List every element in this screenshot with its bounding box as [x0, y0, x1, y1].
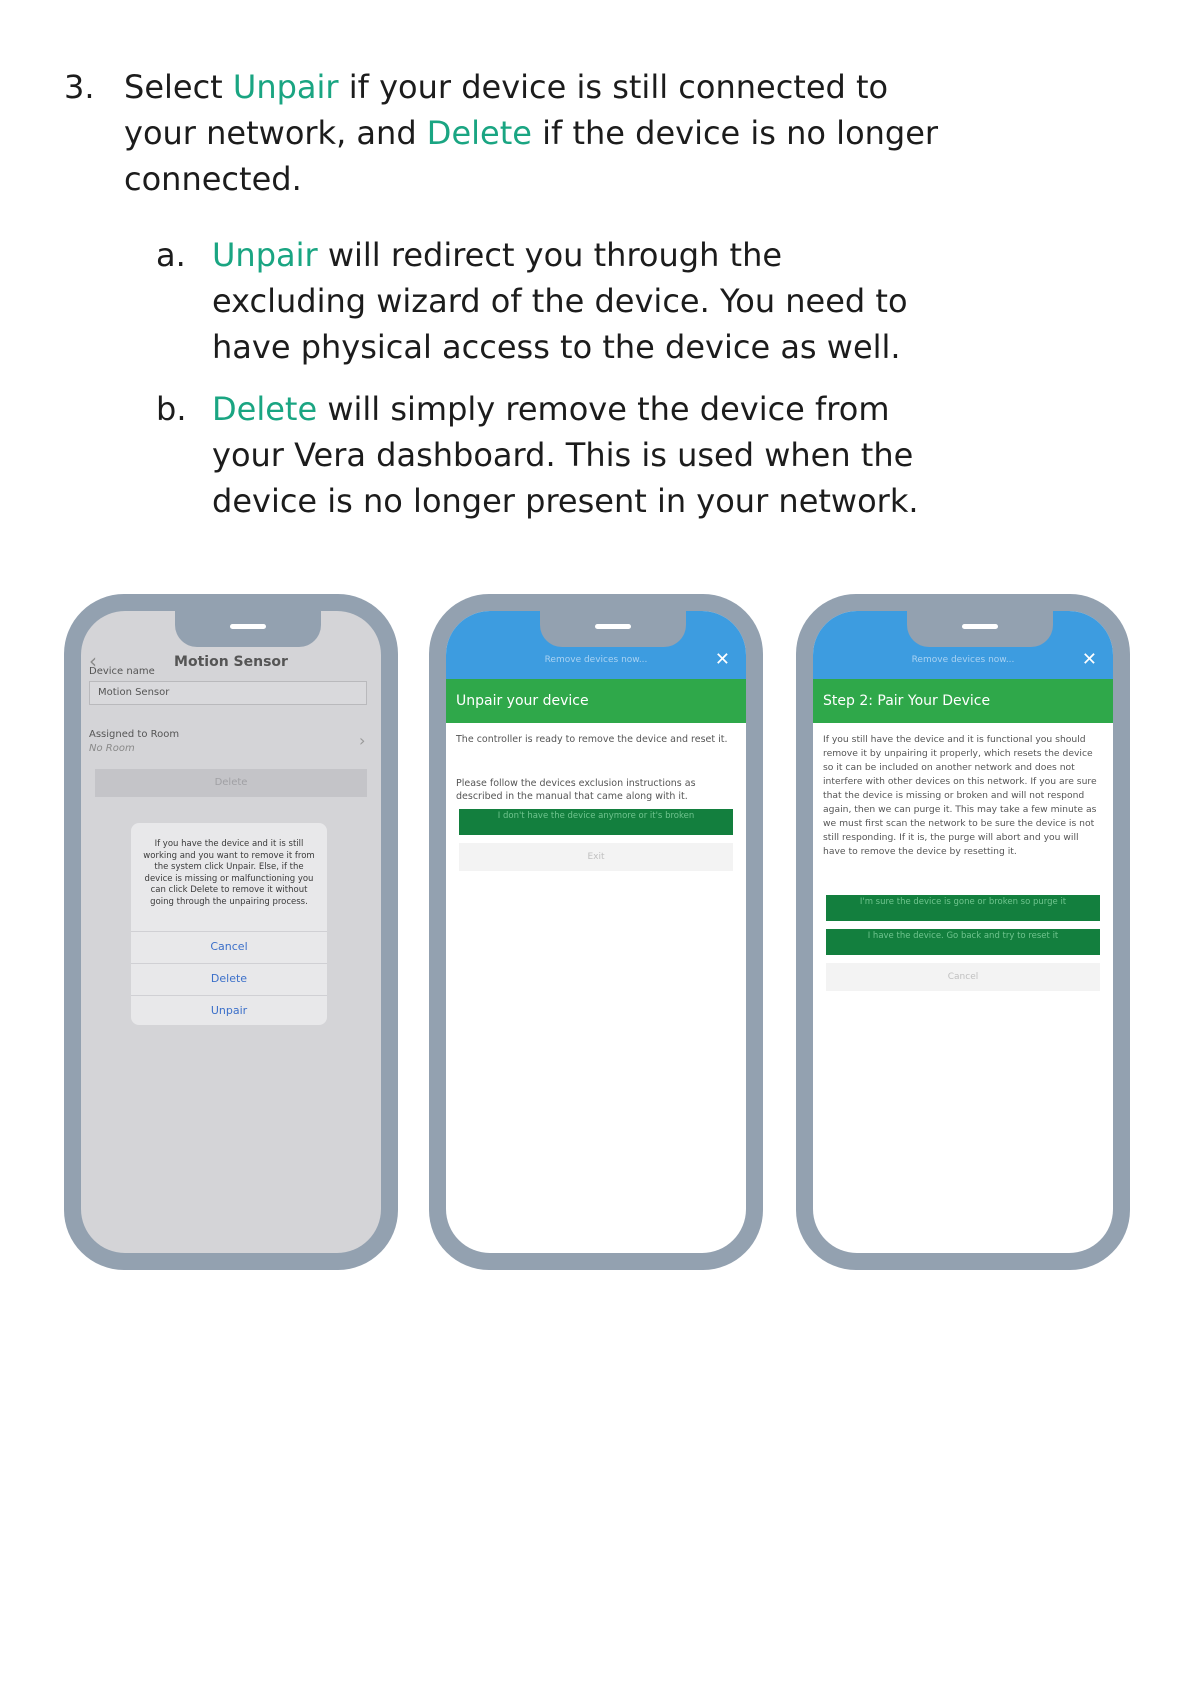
- sub-step-letter: b.: [156, 390, 187, 428]
- phone-mockup-unpair: [429, 594, 763, 1270]
- phone-screen: [813, 611, 1113, 1253]
- device-name-label: Device name: [89, 666, 155, 677]
- phone-notch: [175, 611, 321, 647]
- phone-screen: [446, 611, 746, 1253]
- device-gone-button[interactable]: I don't have the device anymore or it's broken: [459, 809, 733, 835]
- sub-step-body: will redirect you through the excluding wizard of the device. You need to have physical access to the device as well.: [212, 236, 908, 366]
- step-title-bar: [446, 679, 746, 723]
- chevron-right-icon[interactable]: ›: [359, 731, 366, 750]
- unpair-keyword: Unpair: [212, 236, 318, 274]
- phone-screen: [81, 611, 381, 1253]
- assigned-room-label: Assigned to Room: [89, 729, 180, 740]
- step-text-part: Select: [124, 68, 233, 106]
- phone-notch: [540, 611, 686, 647]
- screen-title: Motion Sensor: [174, 654, 288, 670]
- sub-step-text: [212, 232, 942, 370]
- step-text-part: if the device is no longer connected.: [124, 114, 939, 198]
- reset-device-button[interactable]: I have the device. Go back and try to reset it: [826, 929, 1100, 955]
- header-title: Remove devices now...: [911, 655, 1015, 665]
- dialog-message: If you have the device and it is still working and you want to remove it from the system click Unpair. Else, if the device is missing or malfunctioning you can click Delete to remove it without going through the unpairing process.: [143, 839, 315, 907]
- unpair-button[interactable]: Unpair: [131, 995, 327, 1025]
- phone-mockup-device-settings: [64, 594, 398, 1270]
- chevron-left-icon[interactable]: ‹: [89, 649, 97, 673]
- phone-notch: [907, 611, 1053, 647]
- cancel-button[interactable]: Cancel: [826, 963, 1100, 991]
- cancel-button[interactable]: Cancel: [131, 931, 327, 962]
- sub-step-body: will simply remove the device from your Vera dashboard. This is used when the device is no longer present in your network.: [212, 390, 919, 520]
- unpair-keyword: Unpair: [232, 68, 339, 106]
- step-number: 3.: [64, 68, 95, 106]
- delete-keyword: Delete: [212, 390, 318, 428]
- step-text-part: if your device is still connected to your network, and: [124, 68, 889, 152]
- exit-button[interactable]: Exit: [459, 843, 733, 871]
- phone-mockup-pair-step: [796, 594, 1130, 1270]
- step-title: Step 2: Pair Your Device: [823, 693, 991, 709]
- info-text: Please follow the devices exclusion instructions as described in the manual that came along with it.: [456, 778, 696, 802]
- action-dialog: [131, 823, 327, 1025]
- info-text: The controller is ready to remove the device and reset it.: [456, 734, 728, 745]
- purge-device-button[interactable]: I'm sure the device is gone or broken so purge it: [826, 895, 1100, 921]
- delete-device-button[interactable]: Delete: [95, 769, 367, 797]
- sub-step-text: [212, 386, 942, 524]
- delete-keyword: Delete: [426, 114, 532, 152]
- step-title-bar: [813, 679, 1113, 723]
- device-name-field[interactable]: Motion Sensor: [89, 681, 367, 705]
- room-value: No Room: [89, 743, 135, 754]
- step-title: Unpair your device: [456, 693, 589, 709]
- delete-button[interactable]: Delete: [131, 963, 327, 994]
- sub-step-letter: a.: [156, 236, 186, 274]
- close-icon[interactable]: ✕: [1081, 649, 1097, 670]
- header-title: Remove devices now...: [544, 655, 648, 665]
- info-text: If you still have the device and it is functional you should remove it by unpairing it properly, which resets the device so it can be included on another network and does not interfere with other devices on this network. If you are sure that the device is missing or broken and will not respond again, then we can purge it. This may take a few minute as we must first scan the network to be sure the device is not still responding. If it is, the purge will abort and you will have to remove the device by resetting it.: [823, 734, 1097, 857]
- step-text: [124, 64, 964, 202]
- close-icon[interactable]: ✕: [714, 649, 730, 670]
